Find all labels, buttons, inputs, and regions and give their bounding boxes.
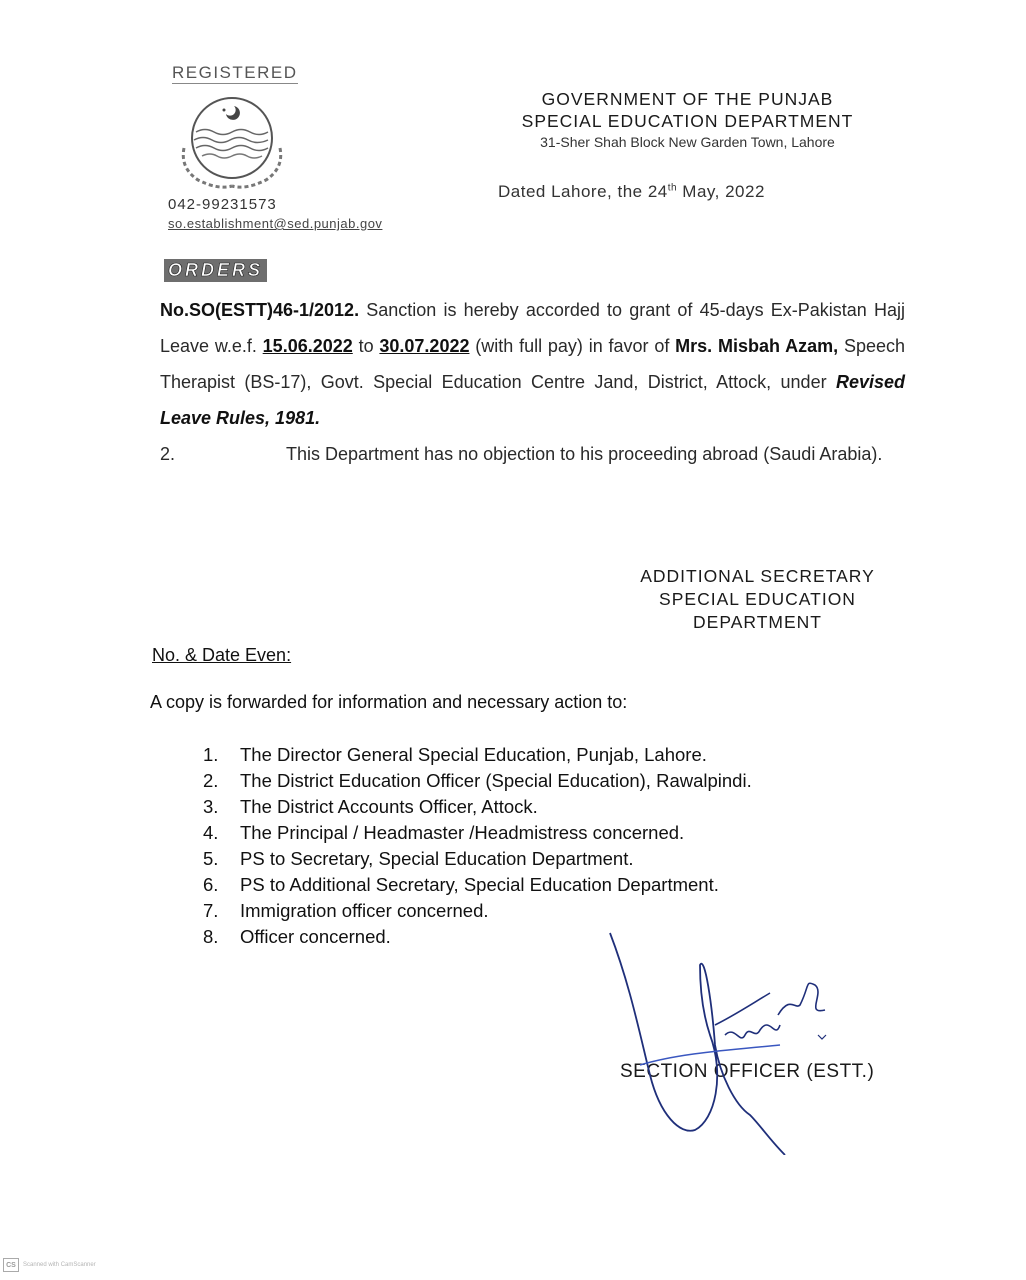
department-address: 31-Sher Shah Block New Garden Town, Lahore bbox=[540, 134, 835, 150]
no-date-even-heading: No. & Date Even: bbox=[152, 645, 292, 665]
letterhead bbox=[500, 88, 875, 152]
item-text: The Principal / Headmaster /Headmistress concerned. bbox=[240, 822, 685, 843]
leave-start-date: 15.06.2022 bbox=[262, 336, 353, 356]
paragraph-number: 2. bbox=[160, 444, 176, 464]
date-prefix: Dated Lahore, the 24 bbox=[498, 182, 668, 201]
signatory-line: ADDITIONAL SECRETARY bbox=[640, 566, 875, 586]
copy-forwarded-intro: A copy is forwarded for information and necessary action to: bbox=[150, 692, 628, 712]
item-number: 8. bbox=[203, 926, 219, 947]
paragraph-text: This Department has no objection to his proceeding abroad (Saudi Arabia). bbox=[286, 444, 883, 464]
item-text: The Director General Special Education, Punjab, Lahore. bbox=[240, 744, 707, 765]
leave-end-date: 30.07.2022 bbox=[379, 336, 470, 356]
order-text: Speech Therapist (BS-17), Govt. Special Education Centre Jand, District, Attock, under bbox=[160, 336, 905, 392]
order-paragraph-1 bbox=[160, 292, 905, 436]
list-item bbox=[203, 768, 752, 794]
department-title: SPECIAL EDUCATION DEPARTMENT bbox=[521, 111, 854, 131]
signatory-line: SPECIAL EDUCATION bbox=[659, 589, 856, 609]
order-text: Sanction is hereby accorded to grant of 45-days Ex-Pakistan Hajj Leave w.e.f. bbox=[160, 300, 905, 356]
date-suffix: May, 2022 bbox=[677, 182, 765, 201]
item-number: 7. bbox=[203, 900, 219, 921]
order-number: No.SO(ESTT)46-1/2012. bbox=[160, 300, 360, 320]
registered-label: REGISTERED bbox=[172, 63, 298, 82]
item-number: 5. bbox=[203, 848, 219, 869]
list-item bbox=[203, 872, 752, 898]
item-number: 2. bbox=[203, 770, 219, 791]
distribution-list bbox=[203, 742, 752, 950]
item-number: 3. bbox=[203, 796, 219, 817]
date-superscript: th bbox=[667, 182, 678, 194]
item-number: 6. bbox=[203, 874, 219, 895]
signatory-line: DEPARTMENT bbox=[693, 612, 822, 632]
handwritten-signature-icon bbox=[600, 925, 920, 1155]
leave-rules: Revised Leave Rules, 1981. bbox=[160, 372, 905, 428]
government-title: GOVERNMENT OF THE PUNJAB bbox=[541, 89, 834, 109]
list-item bbox=[203, 820, 752, 846]
watermark-text: Scanned with CamScanner bbox=[23, 1262, 96, 1268]
item-text: The District Education Officer (Special Education), Rawalpindi. bbox=[240, 770, 752, 791]
section-officer-title: SECTION OFFICER (ESTT.) bbox=[620, 1061, 875, 1082]
list-item bbox=[203, 742, 752, 768]
order-paragraph-2 bbox=[160, 436, 905, 472]
item-number: 1. bbox=[203, 744, 219, 765]
item-text: PS to Additional Secretary, Special Education Department. bbox=[240, 874, 719, 895]
list-item bbox=[203, 794, 752, 820]
additional-secretary-block bbox=[610, 565, 905, 634]
list-item bbox=[203, 846, 752, 872]
email-address: so.establishment@sed.punjab.gov bbox=[168, 216, 383, 231]
item-text: The District Accounts Officer, Attock. bbox=[240, 796, 538, 817]
punjab-emblem-icon bbox=[176, 92, 288, 192]
list-item bbox=[203, 898, 752, 924]
phone-number: 042-99231573 bbox=[168, 196, 277, 213]
order-text: to bbox=[352, 336, 380, 356]
orders-heading: ORDERS bbox=[164, 259, 267, 282]
item-number: 4. bbox=[203, 822, 219, 843]
item-text: Officer concerned. bbox=[240, 926, 391, 947]
date-line bbox=[498, 182, 765, 202]
camscanner-logo-icon: CS bbox=[3, 1258, 19, 1272]
order-text: (with full pay) in favor of bbox=[469, 336, 676, 356]
camscanner-watermark bbox=[3, 1258, 96, 1272]
employee-name: Mrs. Misbah Azam, bbox=[675, 336, 839, 356]
item-text: PS to Secretary, Special Education Department. bbox=[240, 848, 634, 869]
item-text: Immigration officer concerned. bbox=[240, 900, 489, 921]
